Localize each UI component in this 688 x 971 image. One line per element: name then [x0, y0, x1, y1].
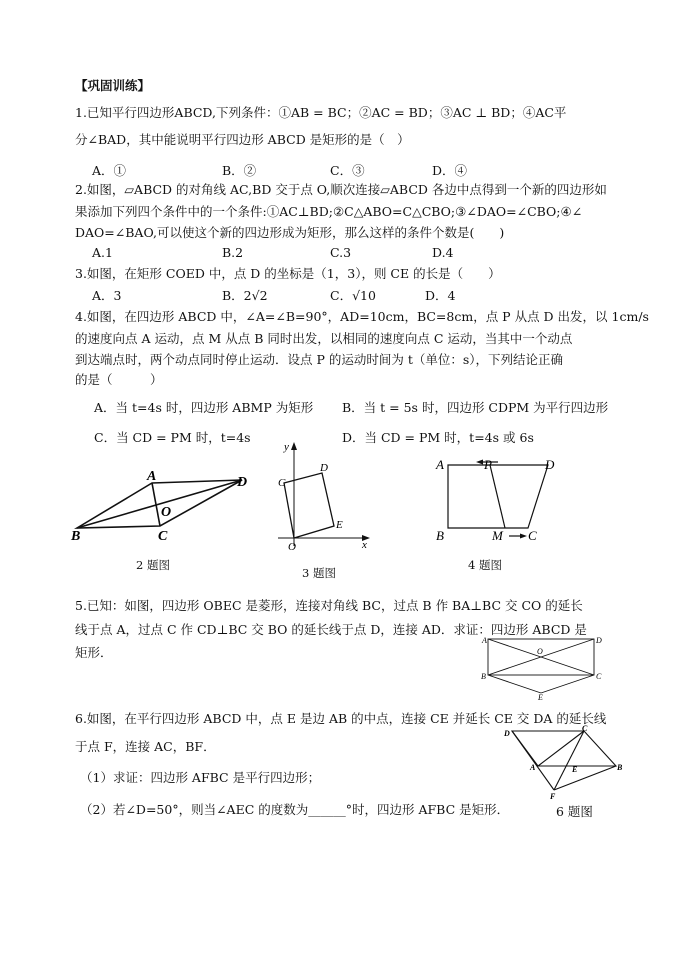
q4-line2: 的速度向点 A 运动，点 M 从点 B 同时出发，以相同的速度向点 C 运动，当其中一个动点 — [75, 331, 573, 346]
fig4-label-a: A — [436, 457, 444, 472]
q2-option-c: C.3 — [330, 245, 352, 260]
q3-option-d: D．4 — [425, 288, 456, 303]
fig2-caption: 2 题图 — [136, 558, 170, 572]
q2-option-d: D.4 — [432, 245, 454, 260]
q4-option-d: D．当 CD = PM 时，t=4s 或 6s — [342, 430, 534, 445]
q4-option-a: A．当 t=4s 时，四边形 ABMP 为矩形 — [94, 400, 314, 415]
fig3-caption: 3 题图 — [302, 566, 336, 580]
fig3-label-y: y — [284, 441, 289, 453]
fig6-label-a: A — [530, 763, 536, 772]
figure-5 — [478, 633, 603, 701]
q2-option-a: A.1 — [92, 245, 113, 260]
q4-line3: 到达端点时，两个动点同时停止运动．设点 P 的运动时间为 t（单位：s），下列结论正确 — [75, 352, 564, 367]
q4-option-c: C．当 CD = PM 时，t=4s — [94, 430, 251, 445]
figure-2 — [65, 458, 265, 548]
q4-option-b: B．当 t = 5s 时，四边形 CDPM 为平行四边形 — [342, 400, 609, 415]
q6-line1: 6.如图，在平行四边形 ABCD 中，点 E 是边 AB 的中点，连接 CE 并延长 CE 交 DA 的延长线 — [75, 711, 607, 726]
fig5-label-a: A — [482, 636, 487, 645]
fig6-label-c: C — [582, 724, 588, 733]
q5-line3: 矩形． — [75, 645, 113, 660]
q3-option-a: A．3 — [92, 288, 122, 303]
section-title: 【巩固训练】 — [75, 78, 151, 93]
q2-line1: 2.如图，▱ABCD 的对角线 AC,BD 交于点 O,顺次连接▱ABCD 各边中点得到一个新的四边形如 — [75, 182, 607, 197]
fig2-label-b: B — [71, 529, 81, 544]
q5-line1: 5.已知：如图，四边形 OBEC 是菱形，连接对角线 BC，过点 B 作 BA⊥BC 交 CO 的延长 — [75, 598, 583, 613]
q2-line3: DAO=∠BAO,可以使这个新的四边形成为矩形，那么这样的条件个数是( ) — [75, 225, 505, 240]
q1-line1: 1.已知平行四边形ABCD,下列条件：①AB = BC；②AC = BD；③AC ⊥ BD；④AC平 — [75, 105, 567, 120]
fig4-label-c: C — [528, 528, 537, 543]
fig4-caption: 4 题图 — [468, 558, 502, 572]
q1-option-c: C．③ — [330, 163, 365, 178]
fig3-label-c: C — [278, 477, 286, 489]
q6-line2: 于点 F，连接 AC，BF． — [75, 739, 216, 754]
fig6-caption: 6 题图 — [556, 804, 593, 819]
q1-option-b: B．② — [222, 163, 257, 178]
q2-option-b: B.2 — [222, 245, 244, 260]
fig4-label-m: M — [492, 528, 503, 543]
fig4-label-d: D — [545, 457, 555, 472]
q1-option-a: A．① — [92, 163, 127, 178]
fig3-label-o: O — [288, 541, 296, 553]
fig4-label-p: P — [484, 457, 492, 472]
fig5-label-c: C — [596, 672, 602, 681]
fig5-label-d: D — [596, 636, 602, 645]
fig5-label-o: O — [537, 647, 543, 656]
q2-line2: 果添加下列四个条件中的一个条件:①AC⊥BD;②C△ABO=C△CBO;③∠DAO=∠CBO;④∠ — [75, 204, 583, 219]
q3-option-b: B．2√2 — [222, 288, 268, 303]
fig3-label-e: E — [336, 519, 343, 531]
q3-line1: 3.如图，在矩形 COED 中，点 D 的坐标是（1，3），则 CE 的长是（ ） — [75, 266, 501, 281]
fig6-label-d: D — [504, 729, 510, 738]
q5-line2: 线于点 A，过点 C 作 CD⊥BC 交 BO 的延长线于点 D，连接 AD．求证：四边形 ABCD 是 — [75, 622, 587, 637]
figure-6 — [500, 724, 625, 800]
q4-line4: 的是（ ） — [75, 372, 163, 387]
fig2-label-o: O — [161, 505, 172, 520]
fig6-label-f: F — [550, 792, 556, 800]
fig5-label-b: B — [481, 672, 486, 681]
q1-option-d: D．④ — [432, 163, 468, 178]
fig2-label-d: D — [237, 475, 248, 490]
figure-3 — [270, 438, 380, 556]
q6-line3: （1）求证：四边形 AFBC 是平行四边形； — [80, 770, 321, 785]
fig5-label-e: E — [538, 693, 543, 701]
fig3-label-x: x — [362, 539, 367, 551]
fig2-label-c: C — [158, 529, 168, 544]
fig4-label-b: B — [436, 528, 444, 543]
q3-option-c: C．√10 — [330, 288, 376, 303]
figure-4 — [430, 451, 575, 549]
q1-line2: 分∠BAD，其中能说明平行四边形 ABCD 是矩形的是（ ） — [75, 132, 410, 147]
fig6-label-b: B — [617, 763, 623, 772]
q6-line4: （2）若∠D=50°，则当∠AEC 的度数为______°时，四边形 AFBC 是矩形． — [80, 802, 510, 817]
fig3-label-d: D — [320, 462, 328, 474]
q4-line1: 4.如图，在四边形 ABCD 中，∠A=∠B=90°，AD=10cm，BC=8cm，点 P 从点 D 出发，以 1cm/s — [75, 309, 649, 324]
fig2-label-a: A — [147, 469, 157, 484]
fig6-label-e: E — [572, 765, 578, 774]
